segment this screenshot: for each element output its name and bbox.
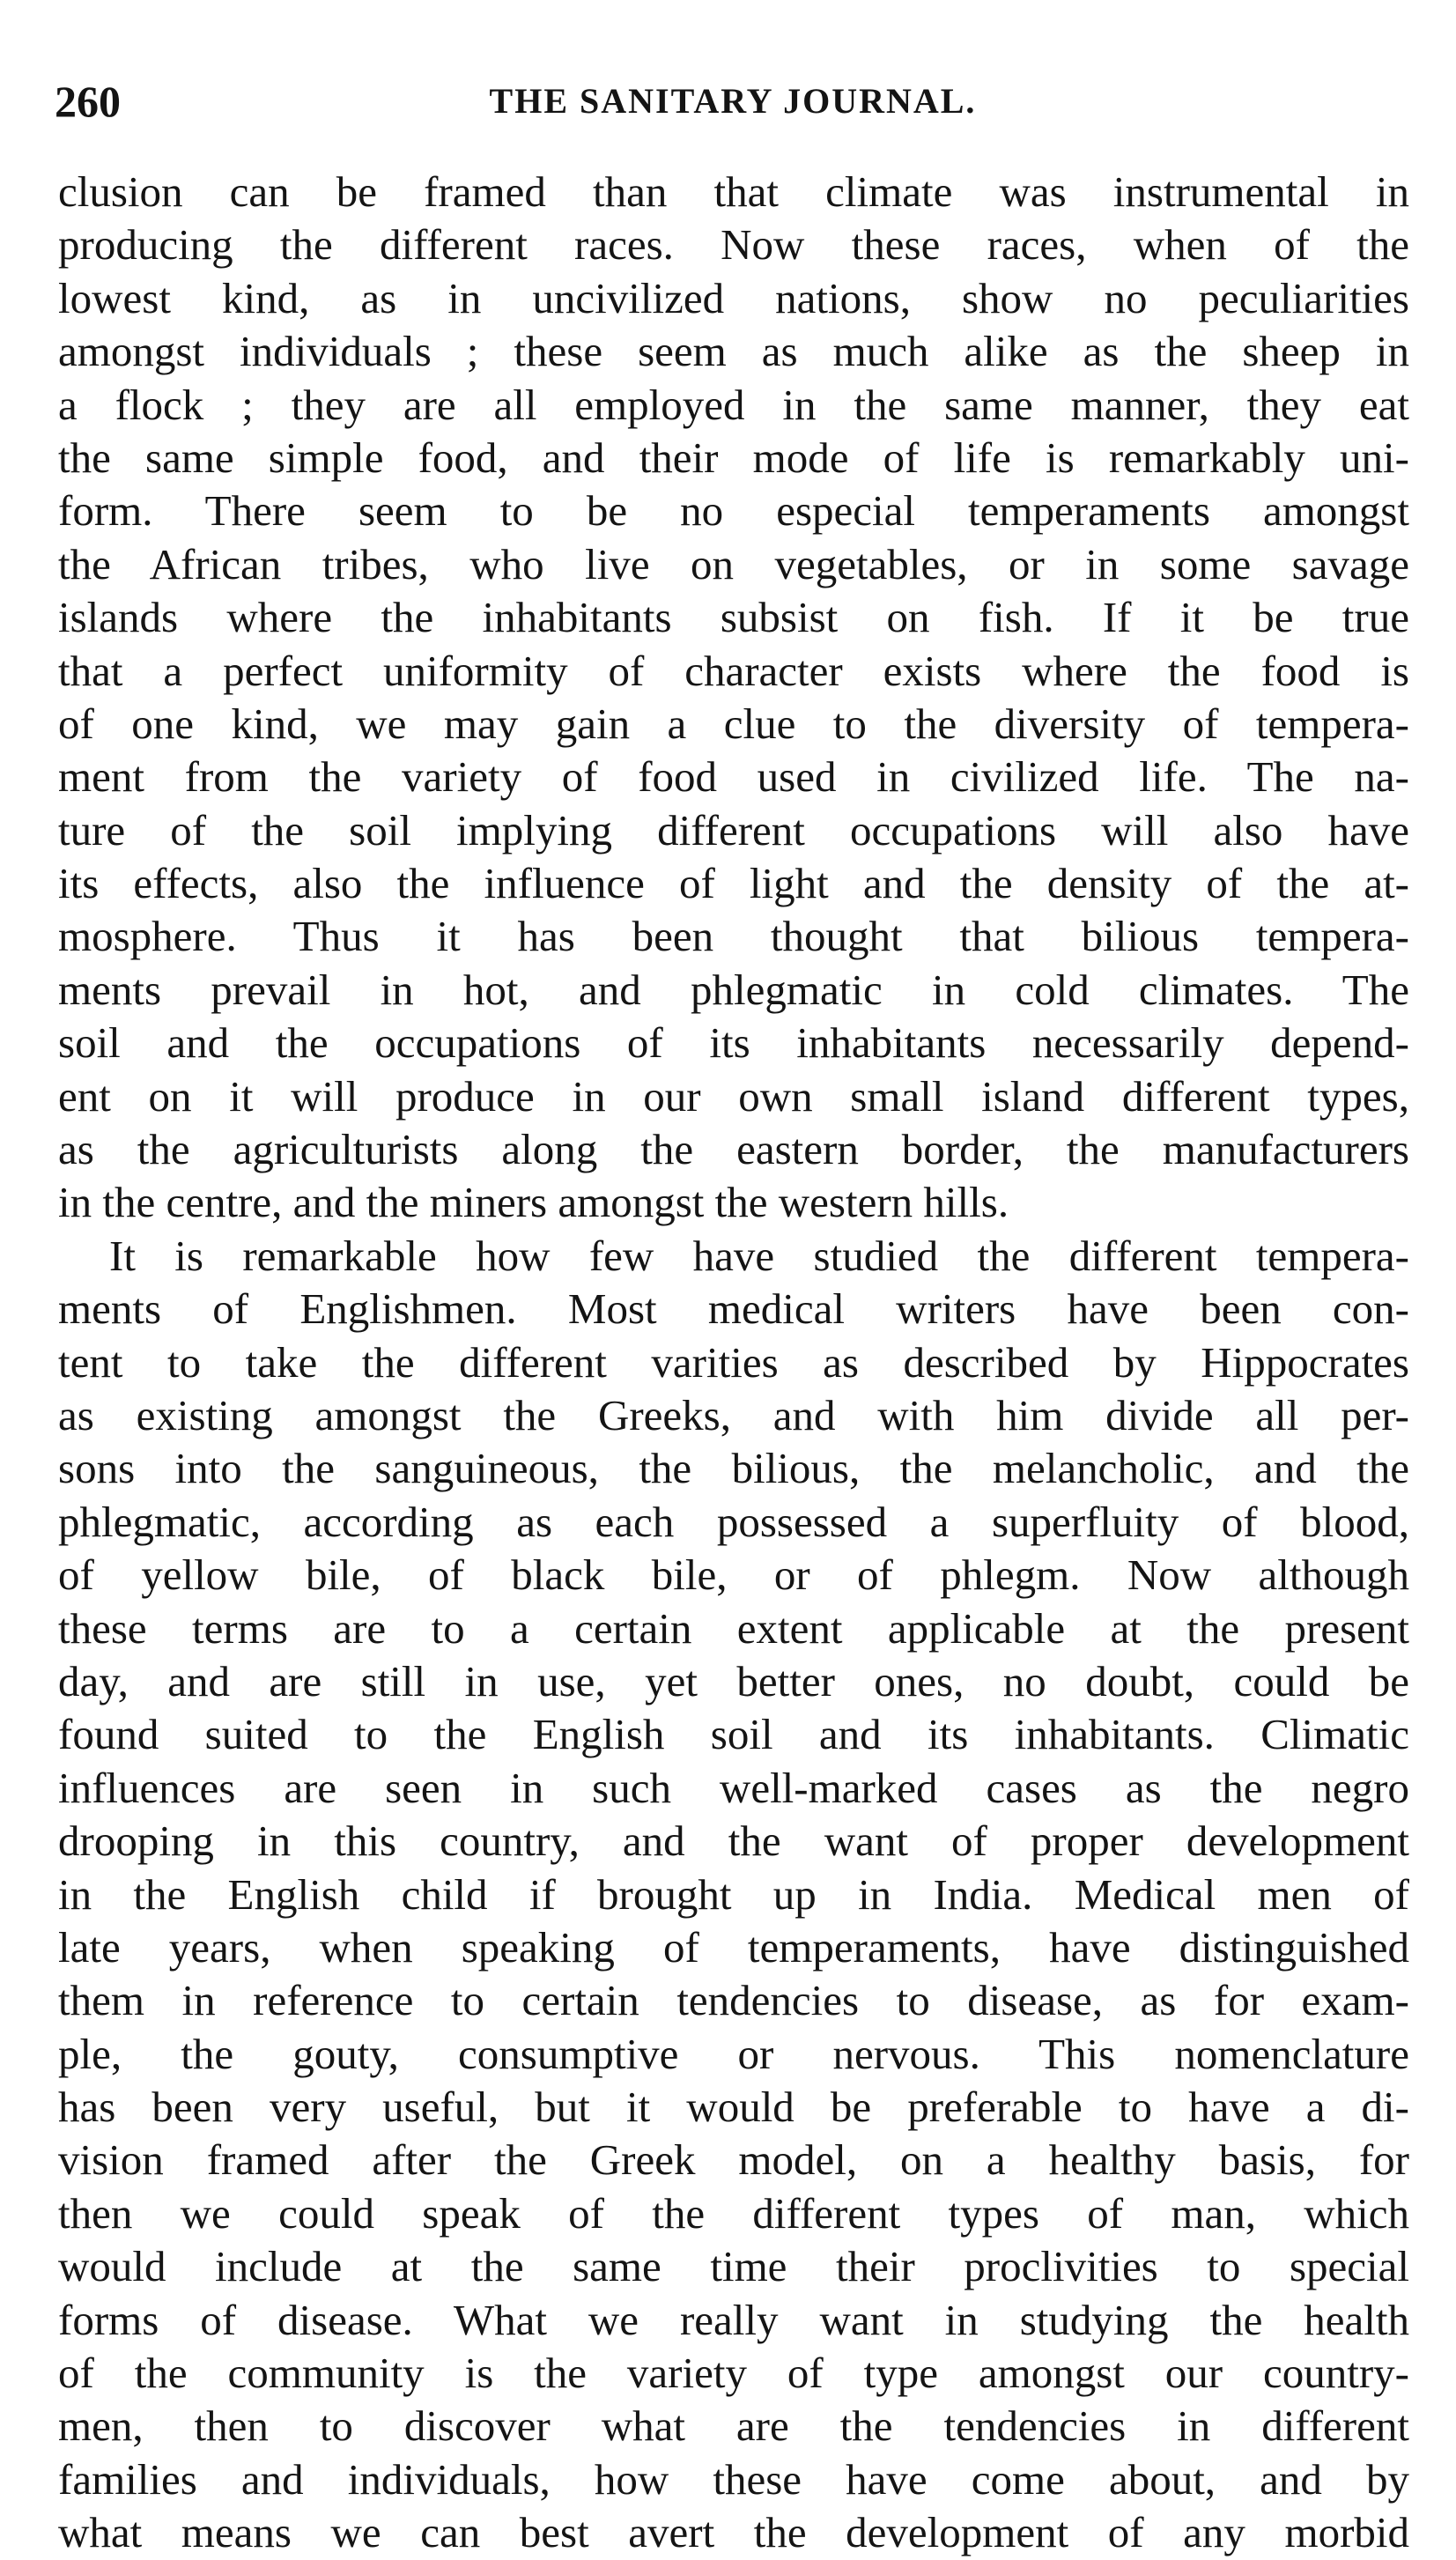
text-line: ent on it will produce in our own small island different types, [58,1071,1409,1121]
text-line: influences are seen in such well-marked cases as the negro [58,1763,1409,1812]
text-line: islands where the inhabitants subsist on fish. If it be true [58,593,1409,642]
text-line: vision framed after the Greek model, on a healthy basis, for [58,2135,1409,2185]
text-line: the same simple food, and their mode of life is remarkably uni- [58,433,1409,482]
text-line: what means we can best avert the development of any morbid [58,2508,1409,2557]
text-line: would include at the same time their proclivities to special [58,2242,1409,2291]
text-line: ture of the soil implying different occupations will also have [58,805,1409,855]
text-line: late years, when speaking of temperaments, have distinguished [58,1922,1409,1972]
text-line: amongst individuals ; these seem as much alike as the sheep in [58,327,1409,376]
text-line: drooping in this country, and the want of proper development [58,1816,1409,1866]
text-line: soil and the occupations of its inhabitants necessarily depend- [58,1018,1409,1068]
text-line: form. There seem to be no especial temperaments amongst [58,486,1409,536]
text-line: forms of disease. What we really want in studying the health [58,2295,1409,2344]
text-line: of yellow bile, of black bile, or of phlegm. Now although [58,1550,1409,1600]
text-line: It is remarkable how few have studied the different tempera- [109,1231,1409,1280]
text-line: them in reference to certain tendencies to disease, as for exam- [58,1976,1409,2025]
text-line: its effects, also the influence of light and the density of the at- [58,859,1409,908]
text-line: day, and are still in use, yet better ones, no doubt, could be [58,1656,1409,1705]
text-line: in the centre, and the miners amongst the western hills. [58,1178,1009,1227]
text-line: these terms are to a certain extent applicable at the present [58,1603,1409,1653]
body-text [58,166,1409,2560]
text-line: ments prevail in hot, and phlegmatic in cold climates. The [58,965,1409,1014]
text-line: in the English child if brought up in India. Medical men of [58,1869,1409,1919]
text-line: sons into the sanguineous, the bilious, the melancholic, and the [58,1444,1409,1493]
text-line: has been very useful, but it would be preferable to have a di- [58,2083,1409,2132]
text-line: a flock ; they are all employed in the same manner, they eat [58,380,1409,429]
text-line: mosphere. Thus it has been thought that bilious tempera- [58,912,1409,961]
running-title: THE SANITARY JOURNAL. [489,81,977,121]
text-line: as the agriculturists along the eastern border, the manufacturers [58,1125,1409,1174]
text-line: ments of Englishmen. Most medical writers have been con- [58,1284,1409,1334]
text-line: ment from the variety of food used in civilized life. The na- [58,752,1409,802]
page-header [55,70,1411,132]
text-line: as existing amongst the Greeks, and with him divide all per- [58,1390,1409,1439]
page-number: 260 [55,77,121,126]
text-line: tent to take the different varities as described by Hippocrates [58,1337,1409,1387]
text-line: producing the different races. Now these races, when of the [58,220,1409,270]
text-line: clusion can be framed than that climate was instrumental in [58,167,1409,216]
text-line: then we could speak of the different types of man, which [58,2188,1409,2238]
text-line: phlegmatic, according as each possessed a superfluity of blood, [58,1497,1409,1546]
text-line: men, then to discover what are the tendencies in different [58,2401,1409,2451]
text-line: of one kind, we may gain a clue to the diversity of tempera- [58,699,1409,748]
text-line: the African tribes, who live on vegetables, or in some savage [58,539,1409,588]
text-line: families and individuals, how these have come about, and by [58,2454,1409,2504]
text-line: that a perfect uniformity of character exists where the food is [58,646,1409,695]
text-line: ple, the gouty, consumptive or nervous. This nomenclature [58,2029,1409,2078]
text-line: of the community is the variety of type amongst our country- [58,2349,1409,2398]
text-line: lowest kind, as in uncivilized nations, show no peculiarities [58,273,1409,322]
text-line: found suited to the English soil and its inhabitants. Climatic [58,1710,1409,1759]
